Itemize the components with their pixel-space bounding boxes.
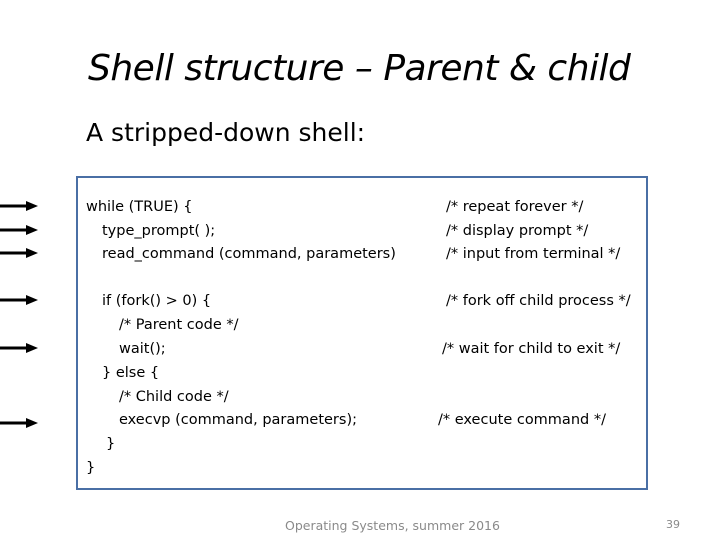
code-comment: /* input from terminal */ [446,246,621,262]
code-line: read_command (command, parameters) [102,246,396,262]
code-comment: /* wait for child to exit */ [442,341,621,357]
code-comment: /* execute command */ [438,412,606,428]
arrow-right-icon [0,248,38,258]
footer-text: Operating Systems, summer 2016 [285,518,500,533]
arrow-right-icon [0,295,38,305]
code-line: type_prompt( ); [102,223,216,239]
code-line: } [86,460,96,476]
slide-subtitle: A stripped-down shell: [86,118,366,147]
code-comment: /* display prompt */ [446,223,589,239]
code-comment: /* repeat forever */ [446,199,584,215]
code-line: while (TRUE) { [86,199,193,215]
arrow-right-icon [0,201,38,211]
code-comment: /* fork off child process */ [446,293,631,309]
code-line: execvp (command, parameters); [119,412,357,428]
code-line: wait(); [119,341,166,357]
code-line: /* Child code */ [119,389,229,405]
code-line: } else { [102,365,160,381]
page-number: 39 [666,518,680,531]
slide-title: Shell structure – Parent & child [88,48,631,89]
code-line: if (fork() > 0) { [102,293,212,309]
code-line: } [106,436,116,452]
arrow-right-icon [0,418,38,428]
arrow-right-icon [0,343,38,353]
arrow-right-icon [0,225,38,235]
code-line: /* Parent code */ [119,317,239,333]
